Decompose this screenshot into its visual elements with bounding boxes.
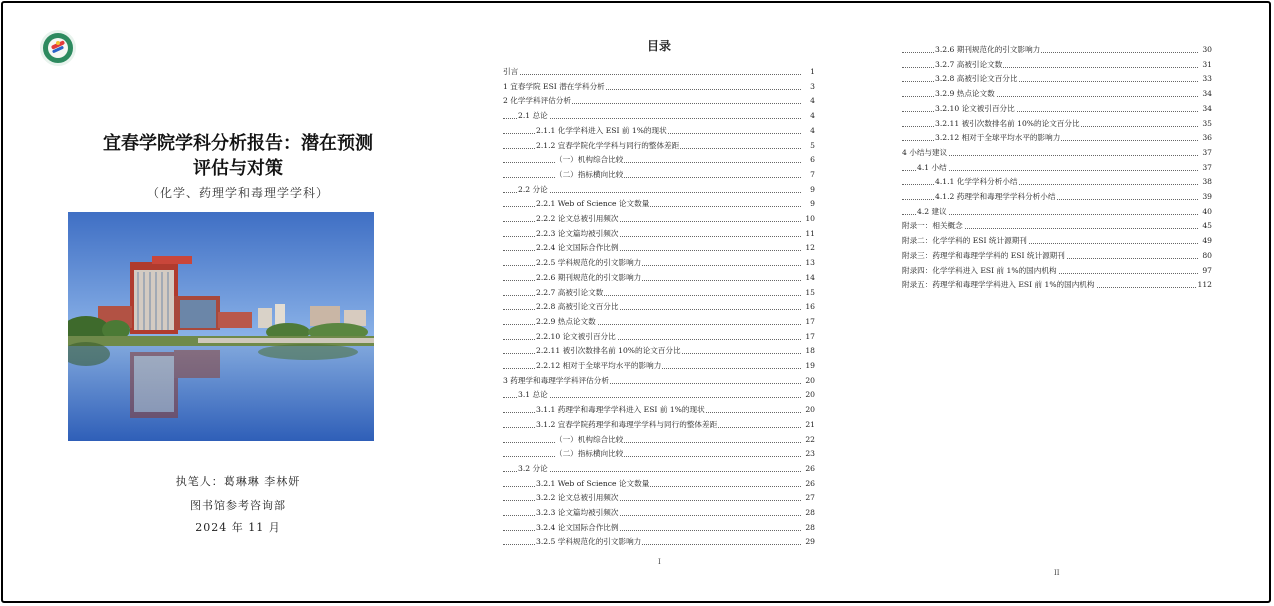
toc-entry-page: 20 (805, 390, 815, 400)
toc-entry-page: 37 (1202, 147, 1212, 157)
toc-entry-label: 3 药理学和毒理学学科评估分析 (503, 375, 609, 385)
toc-entry-page: 20 (805, 375, 815, 385)
toc-entry-label: 3.2.7 高被引论文数 (935, 59, 1003, 69)
toc-entry-page: 19 (805, 361, 815, 370)
toc-entry[interactable] (503, 463, 815, 475)
cover-date: 2024 年 11 月 (195, 521, 281, 534)
toc-entry-page: 13 (805, 258, 815, 268)
toc-entry[interactable] (902, 88, 1212, 100)
toc-entry[interactable] (503, 389, 815, 401)
cover-authors: 执笔人：葛琳琳 李林妍 (175, 475, 301, 488)
toc-entry-label: （二）指标横向比较 (555, 169, 624, 179)
toc-entry-page: 4 (810, 96, 815, 106)
toc-entry[interactable] (503, 507, 815, 519)
toc-entry-page: 20 (805, 405, 815, 415)
toc-entry-label: 3.2.11 被引次数排名前 10%的论文百分比 (935, 118, 1080, 128)
toc-page-1 (503, 0, 815, 606)
university-logo-icon (40, 30, 76, 66)
toc-entry[interactable] (503, 448, 815, 460)
toc-entry[interactable] (902, 176, 1212, 188)
toc-entry[interactable] (503, 301, 815, 313)
toc-entry[interactable] (503, 154, 815, 166)
toc-entry-page: 15 (805, 287, 815, 297)
toc-entry-label: 3.1 总论 (518, 390, 548, 400)
toc-leader-dots (503, 442, 801, 443)
toc-entry-page: 37 (1202, 162, 1212, 172)
toc-entry-page: 9 (810, 199, 815, 209)
toc-entry-page: 34 (1202, 103, 1212, 113)
toc-entry[interactable] (902, 191, 1212, 203)
toc-entry-label: 2.1.1 化学学科进入 ESI 前 1%的现状 (536, 125, 667, 135)
toc-entry[interactable] (902, 279, 1212, 291)
toc-entry[interactable] (902, 73, 1212, 85)
toc-entry-label: 附录二：化学学科的 ESI 统计源期刊 (902, 236, 1027, 246)
toc-entry[interactable] (503, 184, 815, 196)
toc-entry[interactable] (902, 220, 1212, 232)
toc-entry-label: 2.2.12 相对于全球平均水平的影响力 (536, 361, 662, 370)
toc-entry-label: 2.2.2 论文总被引用频次 (536, 214, 619, 223)
toc-leader-dots (503, 74, 801, 75)
toc-entry[interactable] (902, 162, 1212, 174)
cover-title-line1: 宜春学院学科分析报告：潜在预测 (103, 133, 373, 154)
toc-entry-page: 28 (805, 508, 815, 517)
toc-entry-label: 2.2.6 期刊规范化的引文影响力 (536, 272, 642, 282)
toc-entry-label: 2.2.7 高被引论文数 (536, 287, 604, 297)
toc-entry-page: 49 (1202, 236, 1212, 246)
campus-photo (68, 212, 374, 441)
toc-entry-label: 2.2.4 论文国际合作比例 (536, 243, 619, 253)
toc-entry[interactable] (902, 250, 1212, 262)
toc-entry-label: 3.2.5 学科规范化的引文影响力 (536, 537, 642, 547)
toc-entry[interactable] (902, 118, 1212, 130)
toc-entry[interactable] (503, 125, 815, 137)
toc-entry-label: 2.2.11 被引次数排名前 10%的论文百分比 (536, 346, 681, 356)
toc-title: 目录 (646, 39, 671, 53)
toc-entry-label: 4.1.1 化学学科分析小结 (935, 177, 1018, 187)
toc-entry-page: 97 (1202, 265, 1212, 275)
toc-entry-label: 2 化学学科评估分析 (503, 96, 571, 106)
toc-entry-label: 附录三：药理学和毒理学学科的 ESI 统计源期刊 (902, 250, 1065, 260)
cover-department: 图书馆参考咨询部 (190, 499, 286, 512)
page-number-2: II (1054, 569, 1060, 577)
toc-page-2 (902, 0, 1212, 606)
toc-entry-label: 附录一：相关概念 (902, 221, 963, 231)
page-number-1: I (658, 558, 661, 566)
toc-entry[interactable] (902, 147, 1212, 159)
toc-entry-label: 2.2.9 热点论文数 (536, 316, 596, 326)
toc-entry-label: 2.2 分论 (518, 184, 548, 194)
toc-entry[interactable] (503, 287, 815, 299)
toc-leader-dots (503, 162, 801, 163)
toc-entry-label: 2.2.3 论文篇均被引频次 (536, 228, 619, 238)
toc-entry-page: 9 (810, 184, 815, 194)
toc-entry-page: 22 (805, 434, 815, 444)
toc-entry-label: 3.2.12 相对于全球平均水平的影响力 (935, 133, 1061, 143)
toc-entry-page: 17 (805, 331, 815, 341)
toc-entry-page: 30 (1202, 45, 1212, 54)
toc-entry[interactable] (503, 331, 815, 343)
toc-entry-page: 18 (805, 346, 815, 356)
cover-title-line2: 评估与对策 (193, 158, 283, 179)
toc-entry-page: 16 (805, 302, 815, 312)
toc-entry-label: 3.2 分论 (518, 463, 548, 473)
toc-entry[interactable] (902, 265, 1212, 277)
toc-entry[interactable] (503, 492, 815, 504)
cover-page (0, 0, 440, 606)
toc-entry-page: 3 (810, 81, 815, 91)
toc-entry[interactable] (503, 345, 815, 357)
toc-entry[interactable] (503, 95, 815, 107)
toc-leader-dots (503, 177, 801, 178)
toc-entry[interactable] (503, 404, 815, 416)
toc-entry-label: 2.2.1 Web of Science 论文数量 (536, 199, 650, 209)
toc-entry[interactable] (902, 44, 1212, 56)
toc-entry-label: 3.2.3 论文篇均被引频次 (536, 508, 619, 517)
toc-entry-page: 40 (1202, 206, 1212, 216)
toc-entry-label: 3.1.1 药理学和毒理学学科进入 ESI 前 1%的现状 (536, 405, 705, 415)
toc-entry-label: 4.1 小结 (917, 162, 947, 172)
toc-entry-page: 27 (805, 493, 815, 503)
toc-entry-page: 33 (1202, 74, 1212, 84)
toc-entry-page: 7 (810, 169, 815, 179)
toc-entry-page: 31 (1202, 59, 1212, 69)
toc-entry-label: 2.2.8 高被引论文百分比 (536, 302, 619, 312)
toc-entry-label: 2.1.2 宜春学院化学学科与同行的整体差距 (536, 140, 680, 150)
cover-subtitle: （化学、药理学和毒理学学科） (146, 186, 329, 200)
toc-entry[interactable] (503, 522, 815, 534)
toc-entry-page: 26 (805, 463, 815, 473)
toc-entry-label: 附录四：化学学科进入 ESI 前 1%的国内机构 (902, 265, 1057, 275)
toc-entry-page: 80 (1202, 250, 1212, 260)
toc-entry-page: 29 (805, 537, 815, 547)
toc-entry[interactable] (503, 110, 815, 122)
toc-entry-page: 14 (805, 272, 815, 282)
toc-entry-label: 3.2.6 期刊规范化的引文影响力 (935, 45, 1041, 54)
toc-entry-page: 10 (805, 214, 815, 223)
toc-entry-label: 附录五：药理学和毒理学学科进入 ESI 前 1%的国内机构 (902, 280, 1095, 290)
toc-entry-page: 23 (805, 449, 815, 459)
toc-entry-page: 35 (1202, 118, 1212, 128)
toc-entry-label: 引言 (503, 67, 519, 76)
toc-entry[interactable] (503, 375, 815, 387)
toc-entry[interactable] (902, 132, 1212, 144)
toc-entry-page: 45 (1202, 221, 1212, 231)
toc-entry-label: 1 宜春学院 ESI 潜在学科分析 (503, 81, 605, 91)
toc-entry-page: 6 (810, 155, 815, 165)
toc-entry-page: 1 (810, 67, 815, 76)
toc-entry[interactable] (902, 59, 1212, 71)
toc-entry-label: 3.2.4 论文国际合作比例 (536, 522, 619, 532)
toc-entry[interactable] (503, 242, 815, 254)
toc-entry-page: 11 (805, 228, 815, 238)
toc-entry[interactable] (503, 257, 815, 269)
toc-entry-label: 3.2.2 论文总被引用频次 (536, 493, 619, 503)
toc-entry[interactable] (503, 169, 815, 181)
toc-entry-page: 112 (1197, 280, 1212, 290)
toc-entry[interactable] (503, 228, 815, 240)
toc-entry-page: 21 (805, 419, 815, 429)
toc-entry[interactable] (902, 103, 1212, 115)
toc-entry-page: 4 (810, 125, 815, 135)
toc-entry[interactable] (902, 206, 1212, 218)
toc-entry-page: 39 (1202, 192, 1212, 201)
toc-entry[interactable] (503, 419, 815, 431)
toc-entry-page: 26 (805, 478, 815, 488)
toc-entry[interactable] (503, 434, 815, 446)
toc-entry-label: 2.1 总论 (518, 111, 548, 121)
toc-entry-label: 3.2.10 论文被引百分比 (935, 103, 1015, 113)
toc-entry[interactable] (503, 213, 815, 225)
toc-entry[interactable] (503, 272, 815, 284)
toc-entry-label: 2.2.5 学科规范化的引文影响力 (536, 258, 642, 268)
toc-entry-page: 28 (805, 522, 815, 532)
toc-entry[interactable] (503, 316, 815, 328)
toc-entry-label: 3.2.1 Web of Science 论文数量 (536, 478, 650, 488)
toc-leader-dots (503, 456, 801, 457)
toc-entry-page: 5 (810, 140, 815, 150)
toc-entry[interactable] (503, 198, 815, 210)
toc-entry-label: 4.1.2 药理学和毒理学学科分析小结 (935, 192, 1056, 201)
toc-entry-label: 3.2.9 热点论文数 (935, 89, 995, 99)
toc-entry-label: 4.2 建议 (917, 206, 947, 216)
toc-entry-page: 17 (805, 316, 815, 326)
toc-entry[interactable] (503, 478, 815, 490)
toc-entry-label: 2.2.10 论文被引百分比 (536, 331, 616, 341)
toc-entry-label: （二）指标横向比较 (555, 449, 624, 459)
toc-entry-page: 38 (1202, 177, 1212, 187)
toc-entry[interactable] (503, 360, 815, 372)
toc-entry[interactable] (503, 66, 815, 78)
toc-entry-label: 3.2.8 高被引论文百分比 (935, 74, 1018, 84)
toc-entry-page: 34 (1202, 89, 1212, 99)
toc-entry-label: （一）机构综合比较 (555, 155, 624, 165)
toc-entry[interactable] (503, 81, 815, 93)
toc-entry-page: 4 (810, 111, 815, 121)
toc-entry-page: 12 (805, 243, 815, 253)
toc-entry-label: 4 小结与建议 (902, 147, 948, 157)
toc-entry-label: （一）机构综合比较 (555, 434, 624, 444)
toc-entry[interactable] (902, 235, 1212, 247)
toc-entry[interactable] (503, 536, 815, 548)
toc-entry[interactable] (503, 140, 815, 152)
toc-entry-page: 36 (1202, 133, 1212, 143)
toc-entry-label: 3.1.2 宜春学院药理学和毒理学学科与同行的整体差距 (536, 419, 718, 429)
